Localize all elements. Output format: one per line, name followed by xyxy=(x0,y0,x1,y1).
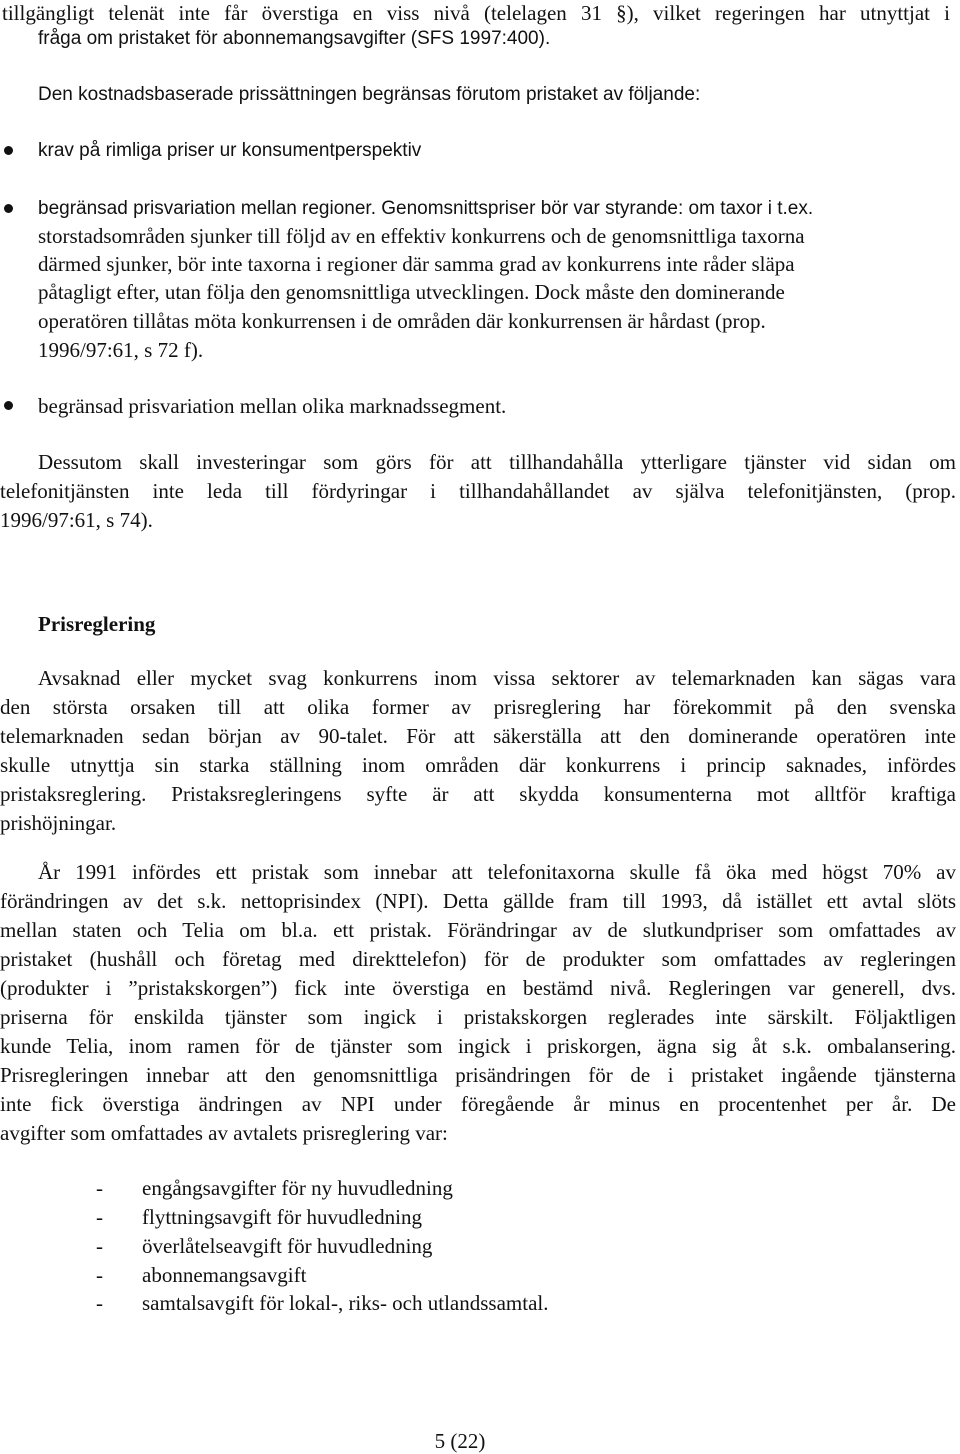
bullet-item: krav på rimliga priser ur konsumentperspektiv xyxy=(38,140,422,161)
bullet-icon xyxy=(4,146,13,155)
bullet-item-line: påtagligt efter, utan följa den genomsnittliga utvecklingen. Dock måste den dominerande xyxy=(38,280,785,304)
fee-list-item: abonnemangsavgift xyxy=(142,1263,307,1287)
bullet-item-line: operatören tillåtas möta konkurrensen i de områden där konkurrensen är hårdast (prop. xyxy=(38,309,766,333)
paragraph-line: 1996/97:61, s 74). xyxy=(0,508,153,532)
paragraph-line: telemarknaden sedan början av 90-talet. För att säkerställa att den dominerande operatören inte xyxy=(0,724,956,748)
paragraph-line: förändringen av det s.k. nettoprisindex (NPI). Detta gällde fram till 1993, då istället ett avtal slöts xyxy=(0,889,956,913)
paragraph-line: skulle utnyttja sin starka ställning inom områden där konkurrens i princip saknades, infördes xyxy=(0,753,956,777)
bullet-icon xyxy=(4,204,13,213)
paragraph-line: telefonitjänsten inte leda till fördyringar i tillhandahållandet av själva telefonitjänsten, (prop. xyxy=(0,479,956,503)
bullet-item: begränsad prisvariation mellan olika marknadssegment. xyxy=(38,394,507,418)
paragraph-line: kunde Telia, inom ramen för de tjänster som ingick i priskorgen, ägna sig åt s.k. ombalansering. xyxy=(0,1034,956,1058)
paragraph-line: priserna för enskilda tjänster som ingick i pristakskorgen reglerades inte särskilt. Följaktligen xyxy=(0,1005,956,1029)
paragraph-line: fråga om pristaket för abonnemangsavgifter (SFS 1997:400). xyxy=(38,28,551,49)
paragraph-line: mellan staten och Telia om bl.a. ett pristak. Förändringar av de slutkundpriser som omfattades av xyxy=(0,918,956,942)
paragraph-line: (produkter i ”pristakskorgen”) fick inte överstiga en bestämd nivå. Regleringen var generell, dvs. xyxy=(0,976,956,1000)
paragraph-line: den största orsaken till att olika former av prisreglering har förekommit på den svenska xyxy=(0,695,956,719)
dash-marker: - xyxy=(96,1291,103,1315)
bullet-item: begränsad prisvariation mellan regioner. Genomsnittspriser bör var styrande: om taxor i t.ex. xyxy=(38,198,814,219)
fee-list-item: engångsavgifter för ny huvudledning xyxy=(142,1176,453,1200)
fee-list-item: överlåtelseavgift för huvudledning xyxy=(142,1234,433,1258)
bullet-icon xyxy=(4,401,13,410)
page-number: 5 (22) xyxy=(434,1429,486,1453)
section-heading: Prisreglering xyxy=(38,612,156,636)
bullet-item-line: därmed sjunker, bör inte taxorna i regioner där samma grad av konkurrens inte råder släpa xyxy=(38,252,795,276)
fee-list-item: samtalsavgift för lokal-, riks- och utlandssamtal. xyxy=(142,1291,549,1315)
dash-marker: - xyxy=(96,1176,103,1200)
paragraph-line: inte fick överstiga ändringen av NPI under föregående år minus en procentenhet per år. De xyxy=(0,1092,956,1116)
list-intro: Den kostnadsbaserade prissättningen begränsas förutom pristaket av följande: xyxy=(38,84,701,105)
bullet-item-line: storstadsområden sjunker till följd av en effektiv konkurrens och de genomsnittliga taxorna xyxy=(38,224,805,248)
dash-marker: - xyxy=(96,1234,103,1258)
paragraph-line: pristaket (hushåll och företag med direkttelefon) för de produkter som omfattades av regleringen xyxy=(0,947,956,971)
paragraph-line: tillgängligt telenät inte får överstiga en viss nivå (telelagen 31 §), vilket regeringen har utnyttjat i xyxy=(2,1,950,25)
bullet-item-line: 1996/97:61, s 72 f). xyxy=(38,338,204,362)
dash-marker: - xyxy=(96,1205,103,1229)
paragraph-line: Avsaknad eller mycket svag konkurrens inom vissa sektorer av telemarknaden kan sägas vara xyxy=(38,666,956,690)
dash-marker: - xyxy=(96,1263,103,1287)
fee-list-item: flyttningsavgift för huvudledning xyxy=(142,1205,422,1229)
paragraph-line: Dessutom skall investeringar som görs för att tillhandahålla ytterligare tjänster vid sidan om xyxy=(38,450,956,474)
paragraph-line: pristaksreglering. Pristaksregleringens syfte är att skydda konsumenterna mot alltför kraftiga xyxy=(0,782,956,806)
paragraph-line: Prisregleringen innebar att den genomsnittliga prisändringen för de i pristaket ingående tjänsterna xyxy=(0,1063,956,1087)
paragraph-line: prishöjningar. xyxy=(0,811,117,835)
paragraph-line: År 1991 infördes ett pristak som innebar att telefonitaxorna skulle få öka med högst 70% av xyxy=(38,860,956,884)
paragraph-line: avgifter som omfattades av avtalets prisreglering var: xyxy=(0,1121,448,1145)
